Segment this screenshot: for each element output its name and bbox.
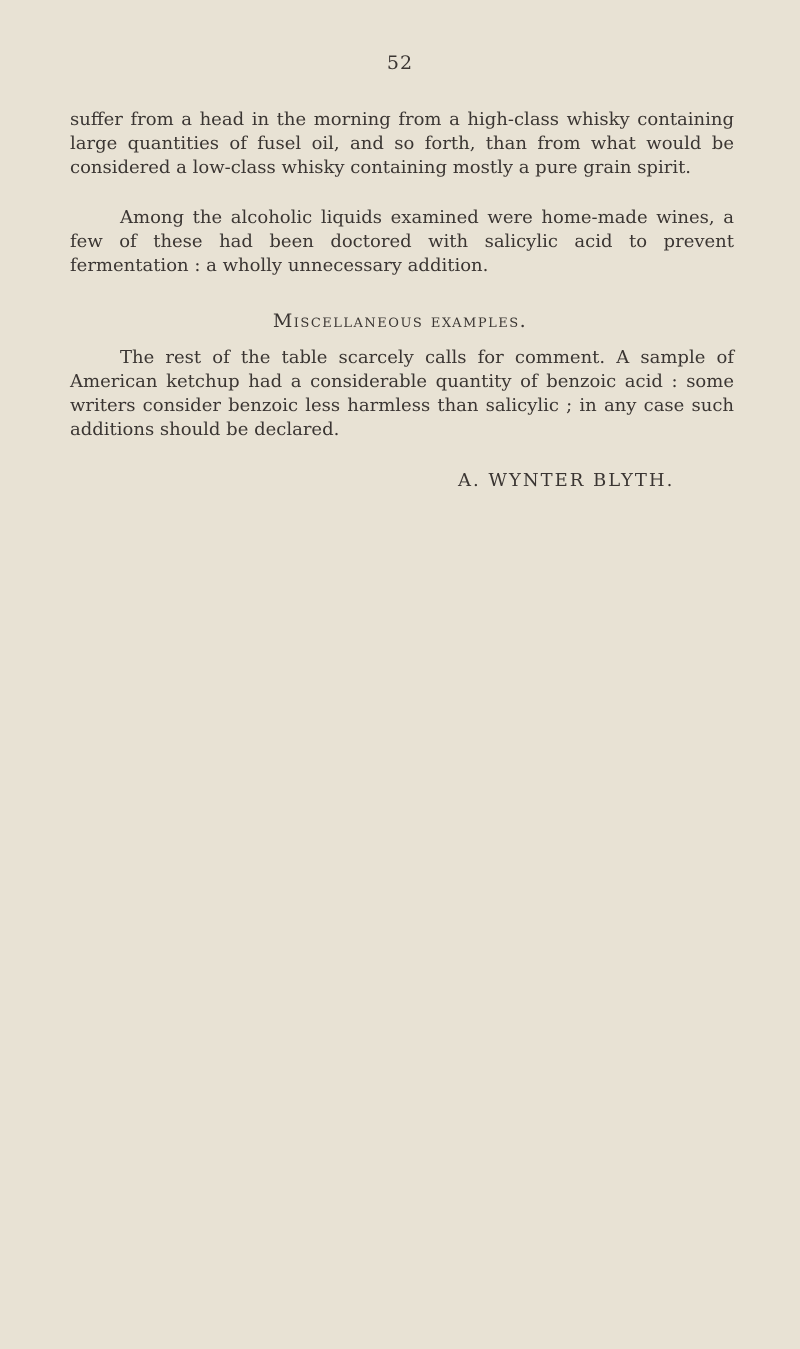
paragraph-alcoholic-liquids: Among the alcoholic liquids examined were home-made wines, a few of these had been doctored with salicylic acid to prevent fermentation : a wholly unnecessary addition. [70, 207, 734, 276]
paragraph-miscellaneous: The rest of the table scarcely calls for comment. A sample of American ketchup had a considerable quantity of benzoic acid : some writers consider benzoic less harmless than salicylic ; in any case such additions should be declared. [70, 347, 734, 440]
paragraph-continuation: suffer from a head in the morning from a high-class whisky containing large quantities of fusel oil, and so forth, than from what would be considered a low-class whisky containing mostly a pure grain spirit. [70, 109, 734, 178]
page-number: 52 [386, 52, 414, 74]
author-signature: A. WYNTER BLYTH. [458, 470, 675, 491]
section-heading: Miscellaneous examples. [272, 310, 528, 332]
